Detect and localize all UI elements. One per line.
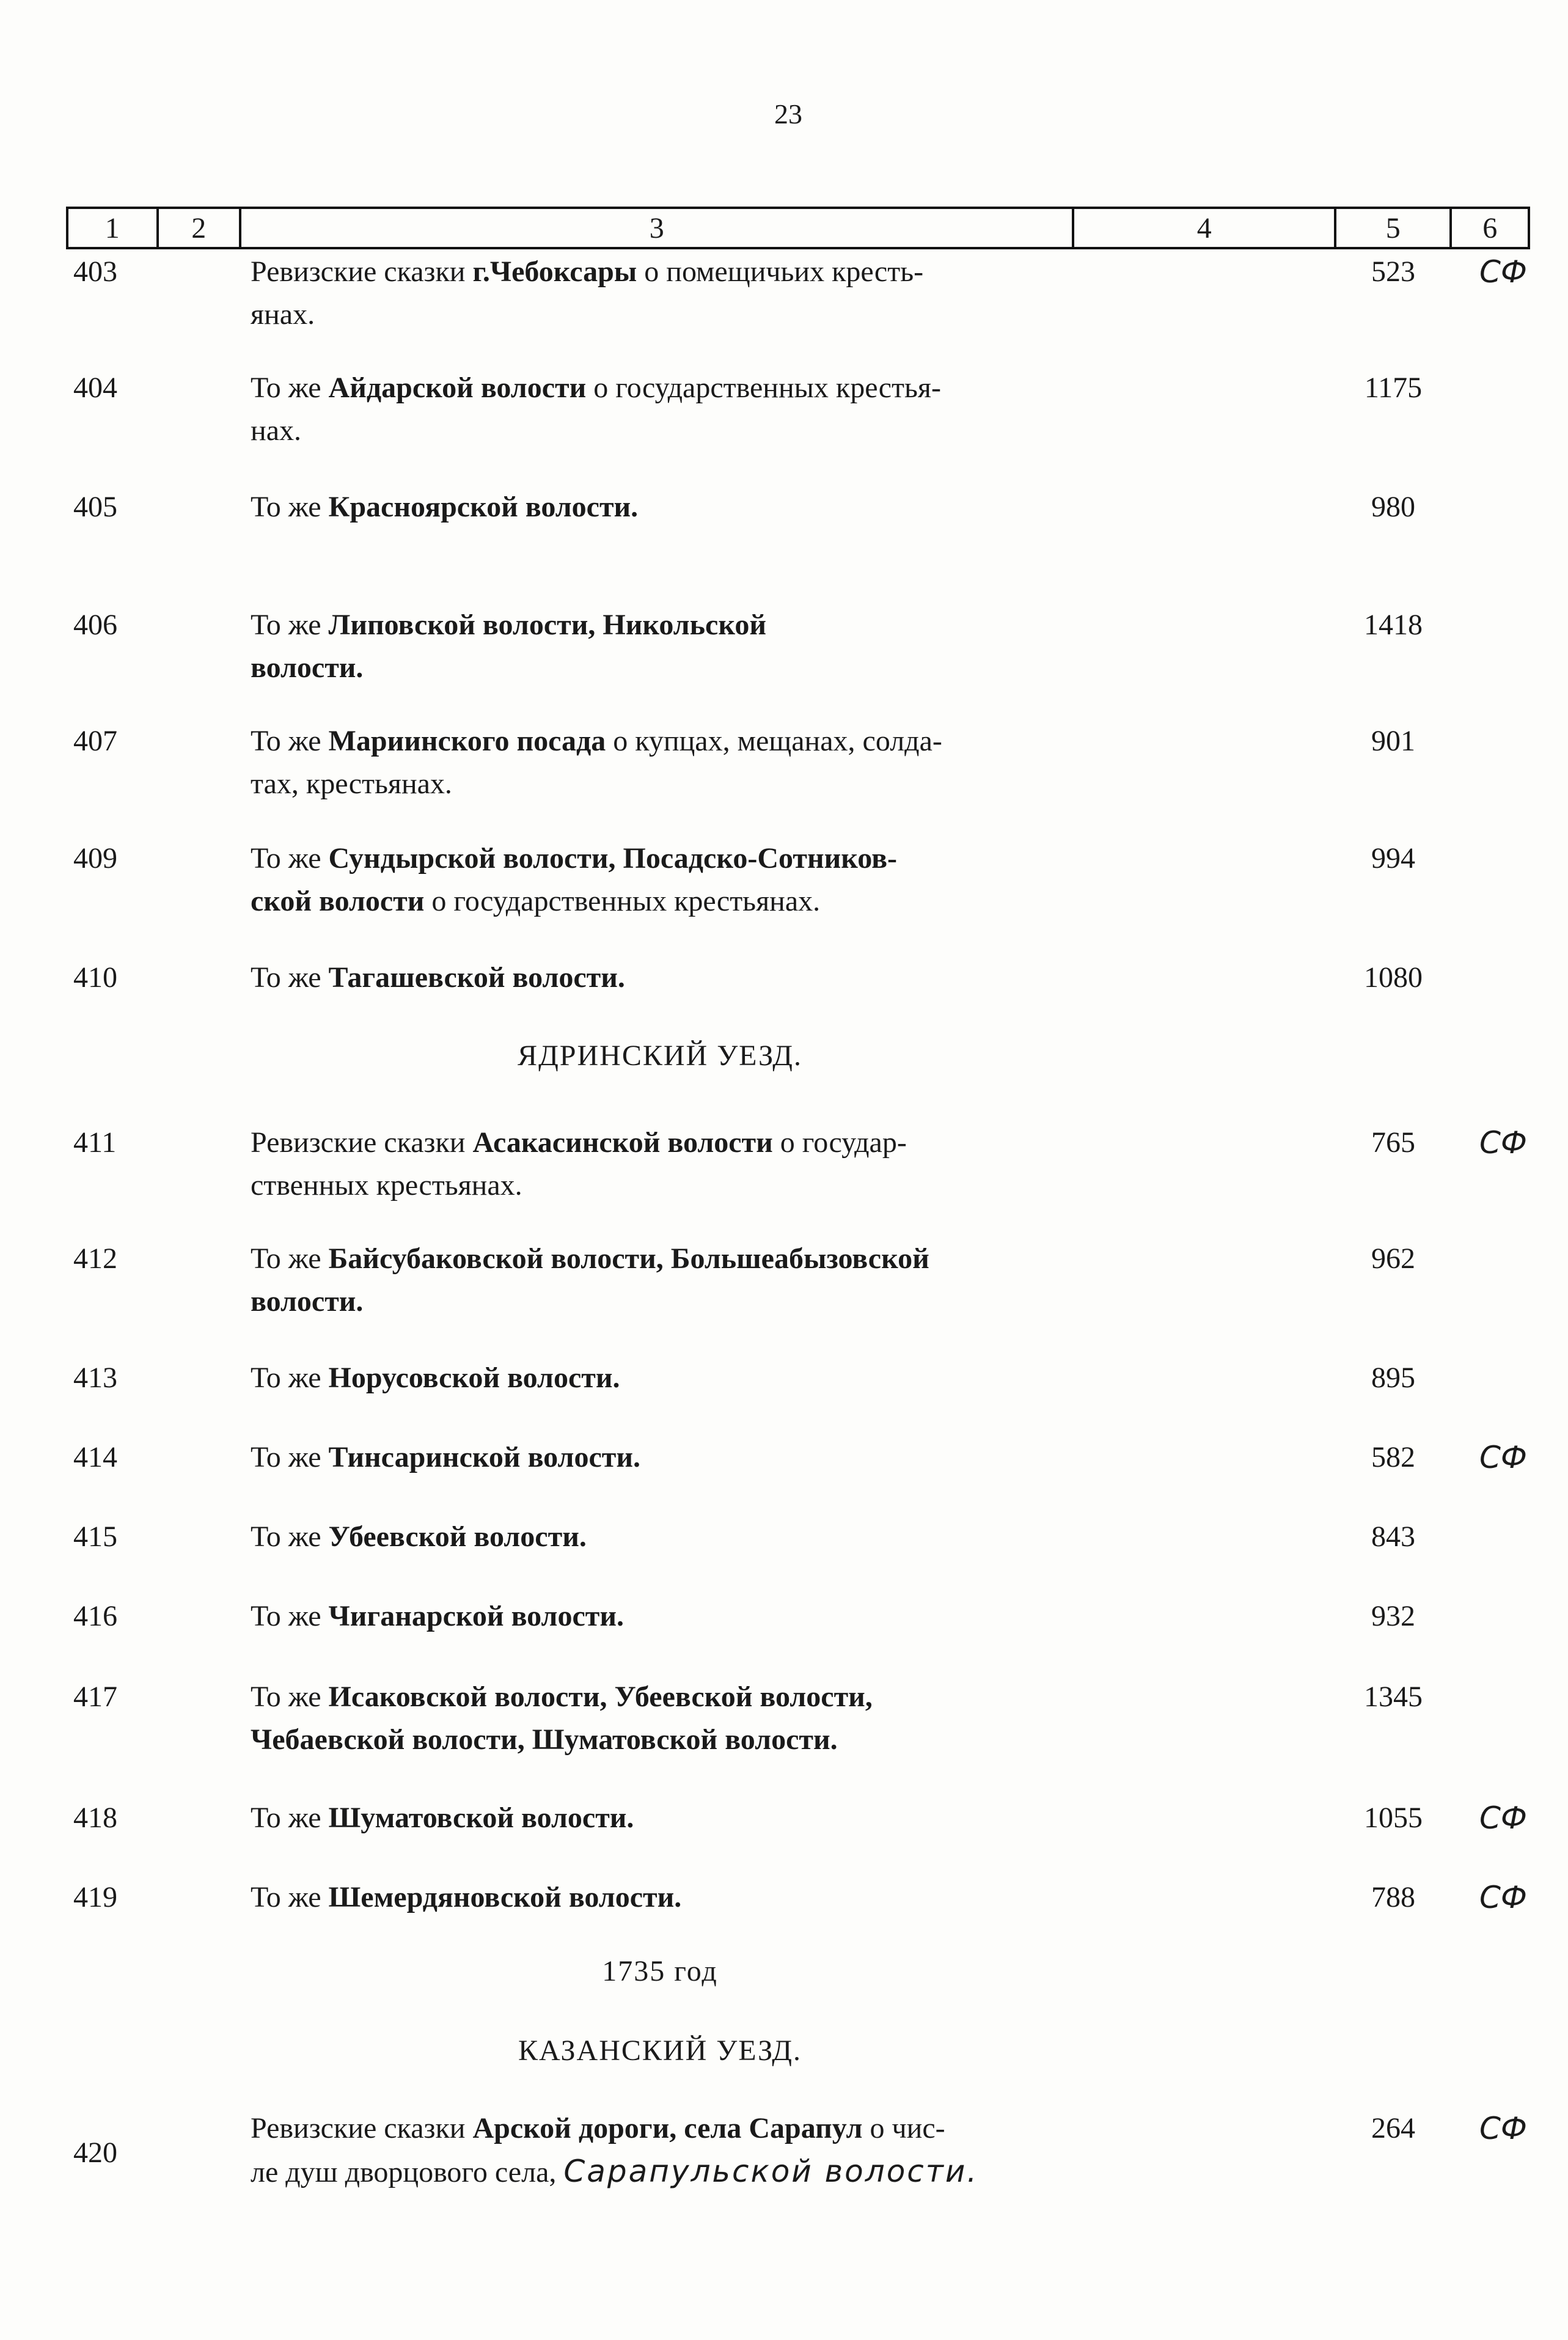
entry-count: 1175 (1364, 372, 1423, 404)
desc-bold: ской волости (251, 885, 425, 917)
entry-note: СФ (1479, 1800, 1527, 1836)
desc-bold: Исаковской волости, Убеевской волости, (328, 1681, 873, 1713)
desc-bold: Асакасинской волости (472, 1126, 773, 1159)
desc-text: То же (251, 961, 329, 994)
entry-number: 420 (73, 2136, 117, 2169)
desc-bold: Мариинского посада (328, 725, 606, 757)
entry-count: 788 (1371, 1881, 1415, 1913)
entry-description (251, 1357, 1069, 1399)
entry-number: 418 (73, 1802, 117, 1834)
entry-description (251, 837, 1069, 923)
desc-text: о купцах, мещанах, солда- (606, 725, 942, 757)
desc-text: о помещичьих кресть- (637, 255, 924, 288)
entry-count: 765 (1371, 1126, 1415, 1159)
entry-number: 419 (73, 1881, 117, 1913)
entry-description (251, 1676, 1069, 1761)
entry-number: 417 (73, 1681, 117, 1713)
desc-bold: Липовской волости, Никольской (328, 609, 767, 641)
entry-description (251, 2107, 1069, 2194)
desc-text: о государ- (772, 1126, 907, 1159)
desc-text: о государственных крестьянах. (424, 885, 821, 917)
entry-description (251, 1121, 1069, 1207)
desc-bold: Тагашевской волости. (328, 961, 625, 994)
desc-text: То же (251, 1242, 329, 1275)
desc-text: Ревизские сказки (251, 2112, 473, 2144)
entry-description (251, 1238, 1069, 1323)
entry-number: 404 (73, 372, 117, 404)
desc-text: нах. (251, 414, 301, 447)
entry-note: СФ (1479, 1440, 1527, 1475)
desc-bold: Сундырской волости, Посадско-Сотников- (328, 842, 898, 875)
desc-bold: Чиганарской волости. (328, 1600, 624, 1632)
section-heading-kazan: КАЗАНСКИЙ УЕЗД. (518, 2034, 802, 2067)
desc-bold: Арской дороги, села Сарапул (472, 2112, 863, 2144)
entry-count: 901 (1371, 725, 1415, 757)
entry-count: 582 (1371, 1441, 1415, 1473)
entry-description (251, 720, 1069, 805)
desc-text: То же (251, 491, 329, 523)
desc-text: То же (251, 725, 329, 757)
desc-bold: волости. (251, 1285, 364, 1318)
entry-count: 994 (1371, 842, 1415, 875)
desc-text: Ревизские сказки (251, 255, 473, 288)
entry-description (251, 1595, 1069, 1638)
desc-text: То же (251, 609, 329, 641)
desc-bold: г.Чебоксары (472, 255, 637, 288)
entry-number: 406 (73, 609, 117, 641)
column-header-4: 4 (1074, 209, 1336, 247)
column-header-5: 5 (1336, 209, 1452, 247)
handwritten-annotation: Сарапульской волости. (563, 2154, 979, 2189)
entry-number: 411 (73, 1126, 117, 1159)
desc-text: То же (251, 1520, 329, 1553)
entry-number: 409 (73, 842, 117, 875)
entry-description (251, 1876, 1069, 1919)
desc-bold: Чебаевской волости, Шуматовской волости. (251, 1723, 838, 1756)
entry-description (251, 604, 1069, 689)
entry-count: 264 (1371, 2112, 1415, 2144)
entry-description (251, 956, 1069, 999)
entry-description (251, 1436, 1069, 1479)
desc-bold: Убеевской волости. (328, 1520, 587, 1553)
desc-bold: Шемердяновской волости. (328, 1881, 682, 1913)
entry-note: СФ (1479, 1880, 1527, 1915)
entry-count: 1055 (1364, 1802, 1423, 1834)
entry-count: 1080 (1364, 961, 1423, 994)
entry-count: 1345 (1364, 1681, 1423, 1713)
desc-bold: Тинсаринской волости. (328, 1441, 640, 1473)
entry-description (251, 1797, 1069, 1839)
desc-bold: волости. (251, 651, 364, 684)
desc-text: ственных крестьянах. (251, 1169, 522, 1201)
desc-bold: Байсубаковской волости, Большеабызовской (328, 1242, 929, 1275)
desc-text: То же (251, 1441, 329, 1473)
desc-text: То же (251, 1681, 329, 1713)
desc-bold: Шуматовской волости. (328, 1802, 634, 1834)
entry-number: 414 (73, 1441, 117, 1473)
entry-number: 410 (73, 961, 117, 994)
entry-count: 932 (1371, 1600, 1415, 1632)
entry-number: 412 (73, 1242, 117, 1275)
entry-note: СФ (1479, 2111, 1527, 2146)
entry-number: 413 (73, 1362, 117, 1394)
entry-count: 980 (1371, 491, 1415, 523)
year-heading: 1735 год (602, 1955, 718, 1987)
entry-count: 843 (1371, 1520, 1415, 1553)
entry-description (251, 486, 1069, 529)
desc-text: ле душ дворцового села, (251, 2156, 564, 2188)
desc-text: То же (251, 1362, 329, 1394)
column-header-6: 6 (1482, 211, 1498, 244)
entry-count: 962 (1371, 1242, 1415, 1275)
desc-text: То же (251, 1600, 329, 1632)
column-header-3: 3 (241, 209, 1074, 247)
column-header-1: 1 (68, 209, 159, 247)
entry-count: 523 (1371, 255, 1415, 288)
desc-bold: Красноярской волости. (328, 491, 639, 523)
page-number: 23 (774, 98, 802, 130)
column-header-row (66, 207, 1530, 249)
entry-note: СФ (1479, 254, 1527, 290)
desc-bold: Норусовской волости. (328, 1362, 620, 1394)
desc-text: То же (251, 1881, 329, 1913)
entry-number: 405 (73, 491, 117, 523)
entry-description (251, 251, 1069, 336)
entry-number: 415 (73, 1520, 117, 1553)
entry-number: 407 (73, 725, 117, 757)
entry-note: СФ (1479, 1125, 1527, 1161)
desc-text: о чис- (862, 2112, 945, 2144)
entry-count: 895 (1371, 1362, 1415, 1394)
desc-text: тах, крестьянах. (251, 768, 452, 800)
entry-count: 1418 (1364, 609, 1423, 641)
column-header-2: 2 (159, 209, 242, 247)
entry-number: 416 (73, 1600, 117, 1632)
desc-text: То же (251, 842, 329, 875)
desc-text: То же (251, 372, 329, 404)
desc-text: янах. (251, 298, 315, 331)
desc-bold: Айдарской волости (328, 372, 587, 404)
desc-text: То же (251, 1802, 329, 1834)
entry-description (251, 367, 1069, 452)
entry-description (251, 1516, 1069, 1558)
entry-number: 403 (73, 255, 117, 288)
desc-text: о государственных крестья- (586, 372, 941, 404)
desc-text: Ревизские сказки (251, 1126, 473, 1159)
section-heading-yadrin: ЯДРИНСКИЙ УЕЗД. (518, 1040, 802, 1072)
